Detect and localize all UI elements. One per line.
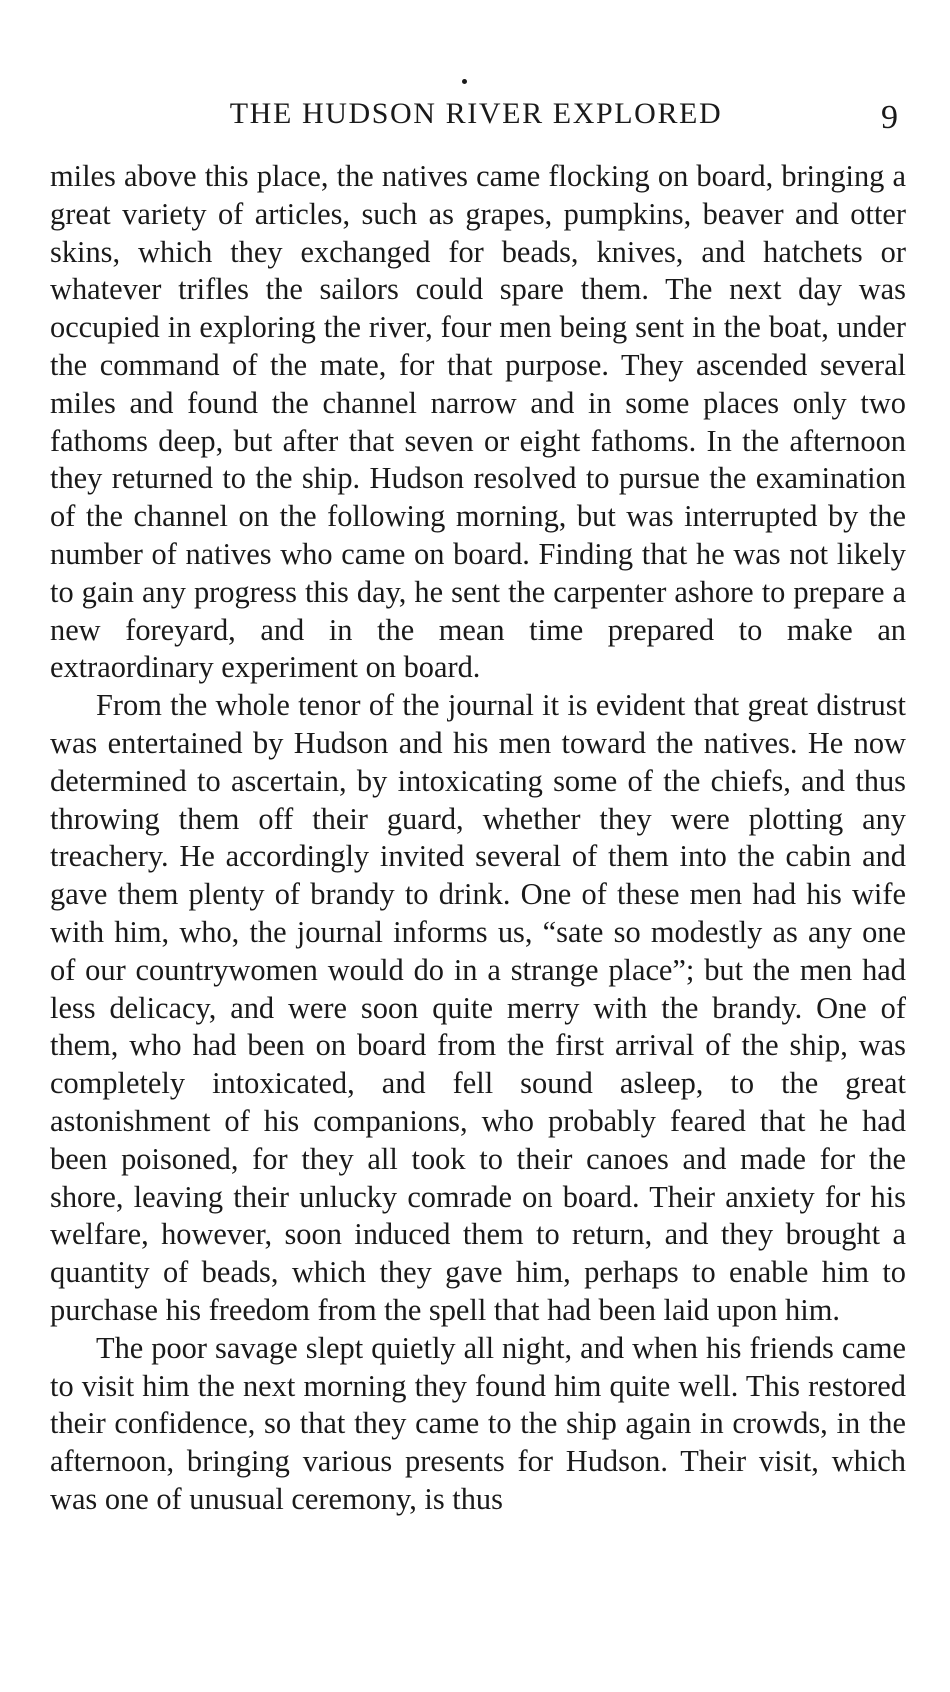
paragraph-continued: miles above this place, the natives came flocking on board, bringing a great variety of articles, such as grapes, pumpkins, beaver and otter skins, which they exchanged for beads, knives, and hatchets or whatever trifles the sailors could spare them. The next day was occupied in exploring the river, four men being sent in the boat, under the command of the mate, for that purpose. They ascended several miles and found the channel narrow and in some places only two fathoms deep, but after that seven or eight fathoms. In the afternoon they returned to the ship. Hudson resolved to pursue the examination of the channel on the following morning, but was interrupted by the number of natives who came on board. Finding that he was not likely to gain any progress this day, he sent the carpenter ashore to prepare a new foreyard, and in the mean time prepared to make an extraordinary experiment on board. xyxy=(50,159,906,685)
paragraph: The poor savage slept quietly all night, and when his friends came to visit him the next morning they found him quite well. This restored their confidence, so that they came to the ship again in crowds, in the afternoon, bringing various presents for Hudson. Their visit, which was one of unusual ceremony, is thus xyxy=(50,1330,906,1516)
paragraph: From the whole tenor of the journal it is evident that great distrust was entertained by Hudson and his men toward the natives. He now determined to ascertain, by intoxicating some of the chiefs, and thus throwing them off their guard, whether they were plotting any treachery. He accordingly invited several of them into the cabin and gave them plenty of brandy to drink. One of these men had his wife with him, who, the journal informs us, “sate so modestly as any one of our countrywomen would do in a strange place”; but the men had less delicacy, and were soon quite merry with the brandy. One of them, who had been on board from the first arrival of the ship, was completely intoxicated, and fell sound asleep, to the great astonishment of his companions, who probably feared that he had been poisoned, for they all took to their canoes and made for the shore, leaving their unlucky comrade on board. Their anxiety for his welfare, however, soon induced them to return, and they brought a quantity of beads, which they gave him, perhaps to enable him to purchase his freedom from the spell that had been laid upon him. xyxy=(50,688,906,1327)
running-head xyxy=(50,92,902,136)
page-number: 9 xyxy=(881,99,898,136)
body-text xyxy=(50,158,906,1519)
printer-mark xyxy=(462,79,467,84)
running-head-title: THE HUDSON RIVER EXPLORED xyxy=(229,97,723,130)
